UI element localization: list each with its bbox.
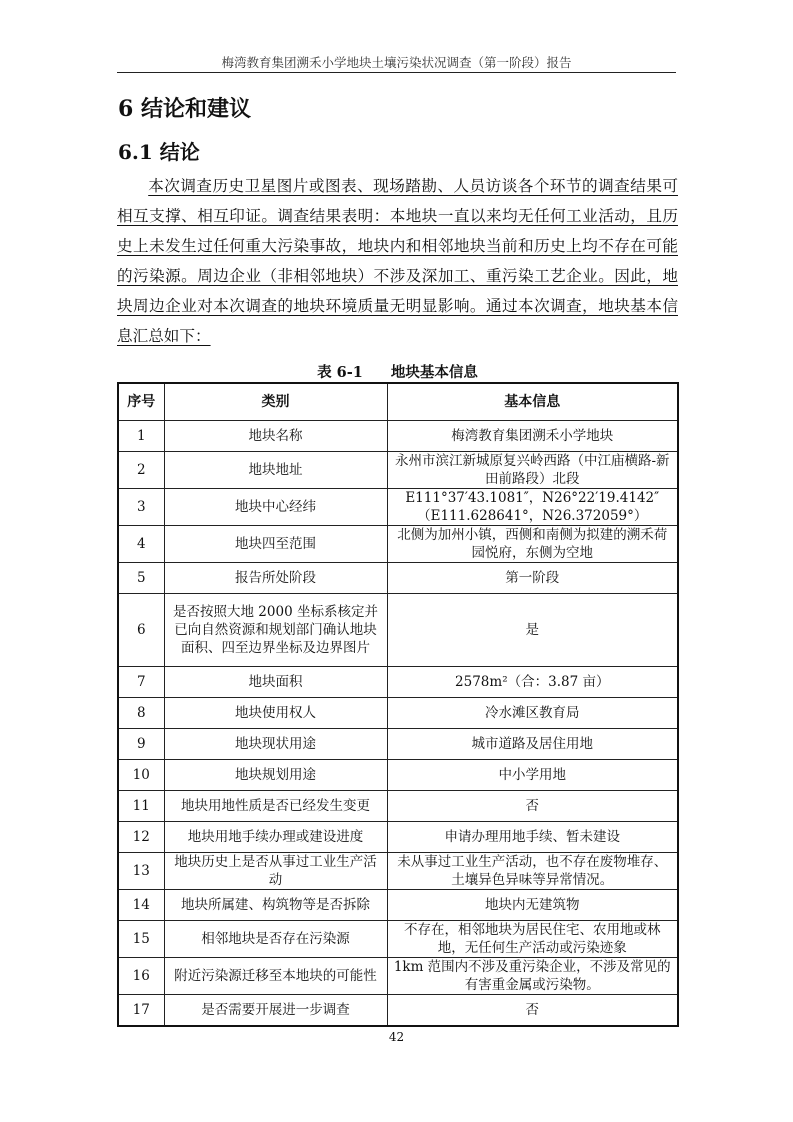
section-heading: 6.1 结论 [118, 140, 200, 164]
cell-info: 中小学用地 [387, 760, 678, 791]
site-info-table [117, 382, 679, 1027]
cell-info: 否 [387, 791, 678, 822]
cell-info: 不存在，相邻地块为居民住宅、农用地或林地，无任何生产活动或污染迹象 [387, 921, 678, 958]
table-caption [117, 361, 678, 382]
cell-no: 9 [118, 729, 164, 760]
cell-info: 2578m²（合：3.87 亩） [387, 667, 678, 698]
table-row [118, 791, 678, 822]
table-row [118, 890, 678, 921]
table-row [118, 958, 678, 995]
cell-category: 地块现状用途 [164, 729, 387, 760]
cell-info: 是 [387, 594, 678, 667]
cell-info: 北侧为加州小镇，西侧和南侧为拟建的溯禾荷园悦府，东侧为空地 [387, 526, 678, 563]
cell-category: 地块面积 [164, 667, 387, 698]
table-row [118, 563, 678, 594]
table-row [118, 995, 678, 1027]
cell-info: 城市道路及居住用地 [387, 729, 678, 760]
paragraph-text: 本次调查历史卫星图片或图表、现场踏勘、人员访谈各个环节的调查结果可相互支撑、相互印证。调查结果表明：本地块一直以来均无任何工业活动，且历史上未发生过任何重大污染事故，地块内和相邻地块当前和历史上均不存在可能的污染源。周边企业（非相邻地块）不涉及深加工、重污染工艺企业。因此，地块周边企业对本次调查的地块环境质量无明显影响。通过本次调查，地块基本信息汇总如下： [117, 177, 678, 345]
cell-category: 地块使用权人 [164, 698, 387, 729]
cell-category: 是否需要开展进一步调查 [164, 995, 387, 1027]
cell-category: 地块用地性质是否已经发生变更 [164, 791, 387, 822]
chapter-heading: 6 结论和建议 [118, 96, 251, 122]
cell-no: 5 [118, 563, 164, 594]
cell-no: 8 [118, 698, 164, 729]
cell-no: 11 [118, 791, 164, 822]
cell-category: 附近污染源迁移至本地块的可能性 [164, 958, 387, 995]
cell-category: 地块规划用途 [164, 760, 387, 791]
cell-no: 3 [118, 489, 164, 526]
table-number: 表 6-1 [317, 364, 363, 381]
table-row [118, 489, 678, 526]
cell-info: 第一阶段 [387, 563, 678, 594]
cell-no: 16 [118, 958, 164, 995]
header-info: 基本信息 [387, 383, 678, 421]
table-row [118, 698, 678, 729]
cell-category: 地块地址 [164, 452, 387, 489]
cell-no: 10 [118, 760, 164, 791]
cell-category: 相邻地块是否存在污染源 [164, 921, 387, 958]
cell-category: 地块所属建、构筑物等是否拆除 [164, 890, 387, 921]
cell-category: 地块中心经纬 [164, 489, 387, 526]
cell-info: 地块内无建筑物 [387, 890, 678, 921]
table-row [118, 921, 678, 958]
cell-info: E111°37′43.1081″，N26°22′19.4142″（E111.628641°，N26.372059°） [387, 489, 678, 526]
cell-no: 13 [118, 853, 164, 890]
cell-category: 是否按照大地 2000 坐标系核定并已向自然资源和规划部门确认地块面积、四至边界坐标及边界图片 [164, 594, 387, 667]
cell-no: 15 [118, 921, 164, 958]
table-row [118, 853, 678, 890]
cell-category: 地块名称 [164, 421, 387, 452]
table-title: 地块基本信息 [390, 364, 478, 381]
header-divider [117, 72, 676, 73]
table-row [118, 729, 678, 760]
header-no: 序号 [118, 383, 164, 421]
cell-info: 梅湾教育集团溯禾小学地块 [387, 421, 678, 452]
cell-info: 未从事过工业生产活动，也不存在废物堆存、土壤异色异味等异常情况。 [387, 853, 678, 890]
table-row [118, 594, 678, 667]
cell-no: 1 [118, 421, 164, 452]
table-row [118, 526, 678, 563]
cell-category: 报告所处阶段 [164, 563, 387, 594]
cell-info: 永州市滨江新城原复兴岭西路（中江庙横路-新田前路段）北段 [387, 452, 678, 489]
conclusion-paragraph [117, 171, 678, 351]
cell-info: 申请办理用地手续、暂未建设 [387, 822, 678, 853]
cell-category: 地块用地手续办理或建设进度 [164, 822, 387, 853]
cell-info: 否 [387, 995, 678, 1027]
cell-no: 7 [118, 667, 164, 698]
cell-no: 17 [118, 995, 164, 1027]
cell-no: 2 [118, 452, 164, 489]
table-row [118, 452, 678, 489]
table-row [118, 667, 678, 698]
cell-info: 冷水滩区教育局 [387, 698, 678, 729]
cell-category: 地块四至范围 [164, 526, 387, 563]
cell-category: 地块历史上是否从事过工业生产活动 [164, 853, 387, 890]
header-category: 类别 [164, 383, 387, 421]
table-row [118, 822, 678, 853]
table-header-row [118, 383, 678, 421]
cell-no: 6 [118, 594, 164, 667]
cell-no: 4 [118, 526, 164, 563]
cell-info: 1km 范围内不涉及重污染企业，不涉及常见的有害重金属或污染物。 [387, 958, 678, 995]
table-row [118, 760, 678, 791]
running-header: 梅湾教育集团溯禾小学地块土壤污染状况调查（第一阶段）报告 [221, 55, 572, 70]
page-number: 42 [388, 1030, 405, 1044]
cell-no: 12 [118, 822, 164, 853]
table-row [118, 421, 678, 452]
cell-no: 14 [118, 890, 164, 921]
